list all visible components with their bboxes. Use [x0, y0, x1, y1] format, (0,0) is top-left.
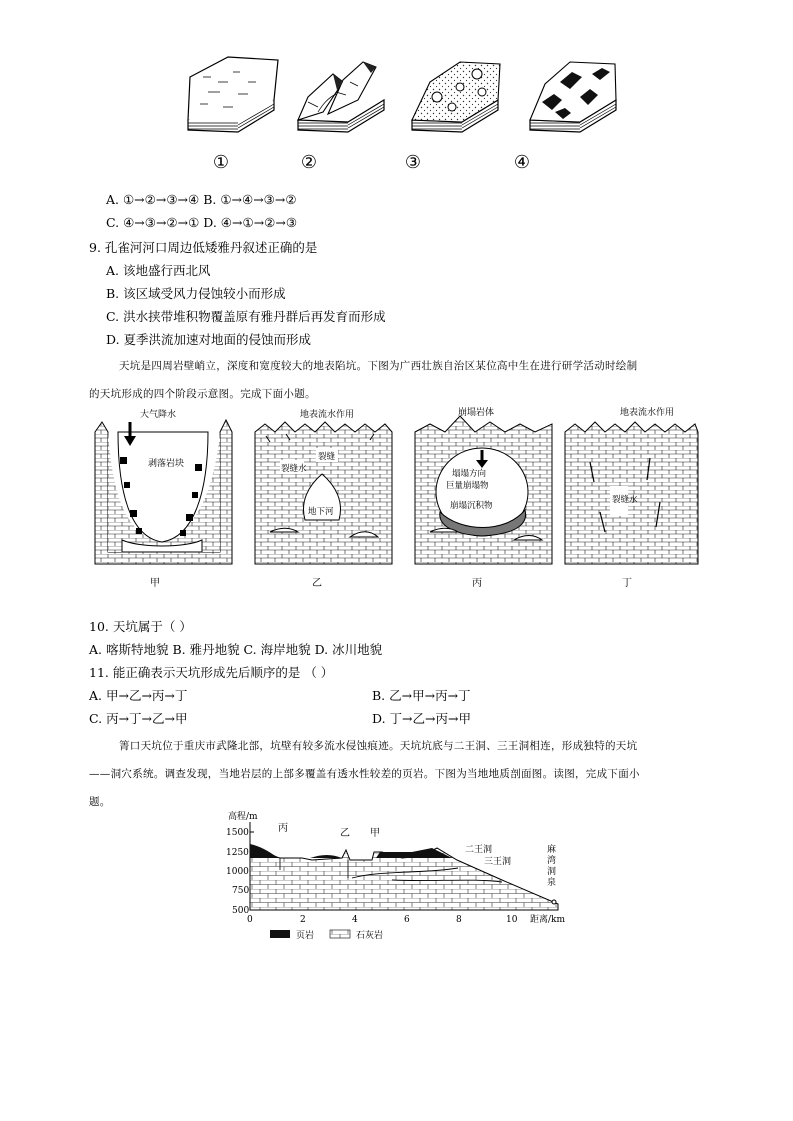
profile-mark-yi: 乙: [340, 828, 350, 839]
stage-label-3: ③: [404, 152, 422, 173]
q9-option-a: A. 该地盛行西北风: [106, 263, 211, 278]
panel-yi-top-label: 地表流水作用: [300, 410, 355, 420]
q10-options: A. 喀斯特地貌 B. 雅丹地貌 C. 海岸地貌 D. 冰川地貌: [89, 642, 383, 657]
legend-shale: 页岩: [296, 931, 315, 941]
panel-jia-rain-label: 大气降水: [140, 410, 177, 420]
profile-xtick-6: 6: [404, 915, 410, 925]
yardang-block-2: [298, 62, 384, 132]
profile-ytick-1000: 1000: [226, 867, 249, 877]
profile-xlabel: 距离/km: [530, 915, 566, 925]
panel-bing-mass-label: 巨量崩塌物: [446, 481, 489, 491]
panel-ding-crack-label: 裂缝水: [612, 495, 638, 505]
q11-option-d: D. 丁→乙→丙→甲: [372, 711, 471, 726]
panel-bing-sediment-label: 崩塌沉积物: [450, 501, 493, 511]
passage2-line2: ——洞穴系统。调查发现，当地岩层的上部多覆盖有透水性较差的页岩。下图为当地地质剖面图。读图，完成下面小: [89, 768, 640, 780]
profile-mark-bing: 丙: [278, 823, 288, 834]
sinkhole-panel-bing: [415, 406, 552, 589]
q9-option-c: C. 洪水挟带堆积物覆盖原有雅丹群后再发育而形成: [106, 309, 386, 324]
sinkhole-panel-jia: [95, 408, 232, 589]
profile-ytick-500: 500: [232, 906, 250, 916]
q11-option-c: C. 丙→丁→乙→甲: [89, 711, 188, 726]
profile-xtick-4: 4: [352, 915, 358, 925]
profile-ytick-1500: 1500: [226, 828, 249, 838]
profile-cave-3: 三王洞: [484, 857, 512, 867]
stage-label-2: ②: [300, 152, 318, 173]
passage2-line1: 箐口天坑位于重庆市武隆北部，坑壁有较多流水侵蚀痕迹。天坑坑底与二王洞、三王洞相连，形成独特的天坑: [119, 740, 638, 752]
yardang-block-4: [530, 62, 616, 132]
stage-label-1: ①: [212, 152, 230, 173]
geologic-profile-figure: [222, 808, 582, 948]
profile-mark-jia: 甲: [370, 828, 380, 839]
panel-bing-top-label: 崩塌岩体: [458, 408, 495, 418]
profile-cave-2: 二王洞: [465, 845, 493, 855]
passage1-line1: 天坑是四周岩壁峭立，深度和宽度较大的地表陷坑。下图为广西壮族自治区某位高中生在进行研学活动时绘制: [119, 360, 638, 372]
yardang-block-1: [188, 57, 278, 132]
profile-xtick-8: 8: [456, 915, 462, 925]
q9-option-d: D. 夏季洪流加速对地面的侵蚀而形成: [106, 332, 312, 347]
yardang-block-3: [412, 62, 500, 132]
profile-ylabel: 高程/m: [228, 812, 258, 822]
panel-yi-crackwater-label: 裂缝水: [281, 464, 307, 474]
yardang-stages-figure: [170, 52, 650, 144]
profile-xtick-2: 2: [300, 915, 306, 925]
passage2-line3: 题。: [89, 796, 111, 808]
profile-xtick-10: 10: [506, 915, 518, 925]
panel-ding-top-label: 地表流水作用: [620, 408, 675, 418]
panel-yi-label: 乙: [312, 578, 322, 589]
panel-jia-label: 甲: [150, 578, 160, 589]
stage-label-4: ④: [513, 152, 531, 173]
profile-ytick-750: 750: [232, 886, 250, 896]
panel-jia-rock-label: 剥落岩块: [148, 459, 185, 469]
sinkhole-panel-ding: [565, 406, 698, 589]
q10-stem: 10. 天坑属于（ ）: [89, 619, 192, 634]
profile-xtick-0: 0: [247, 915, 253, 925]
panel-yi-river-label: 地下河: [308, 507, 334, 517]
panel-ding-label: 丁: [622, 578, 632, 589]
panel-bing-direction-label: 塌塌方向: [452, 469, 487, 479]
legend-limestone: 石灰岩: [356, 931, 384, 941]
profile-spring-3: 洞: [547, 867, 557, 877]
q11-option-a: A. 甲→乙→丙→丁: [89, 688, 188, 703]
profile-spring-2: 湾: [547, 856, 557, 866]
sinkhole-stages-figure: [90, 402, 700, 592]
sinkhole-panel-yi: [255, 408, 392, 589]
q9-stem: 9. 孔雀河河口周边低矮雅丹叙述正确的是: [89, 240, 318, 255]
profile-spring-4: 泉: [547, 878, 557, 888]
panel-yi-crack-label: 裂缝: [318, 452, 336, 462]
profile-spring-1: 麻: [547, 845, 557, 855]
q9-option-b: B. 该区域受风力侵蚀较小而形成: [106, 286, 286, 301]
q11-stem: 11. 能正确表示天坑形成先后顺序的是 （ ）: [89, 665, 334, 680]
passage1-line2: 的天坑形成的四个阶段示意图。完成下面小题。: [89, 388, 316, 400]
q8-options-row1: A. ①→②→③→④ B. ①→④→③→②: [106, 192, 297, 207]
q11-option-b: B. 乙→甲→丙→丁: [372, 688, 471, 703]
q8-options-row2: C. ④→③→②→① D. ④→①→②→③: [106, 215, 298, 230]
panel-bing-label: 丙: [472, 578, 482, 589]
profile-ytick-1250: 1250: [226, 848, 249, 858]
